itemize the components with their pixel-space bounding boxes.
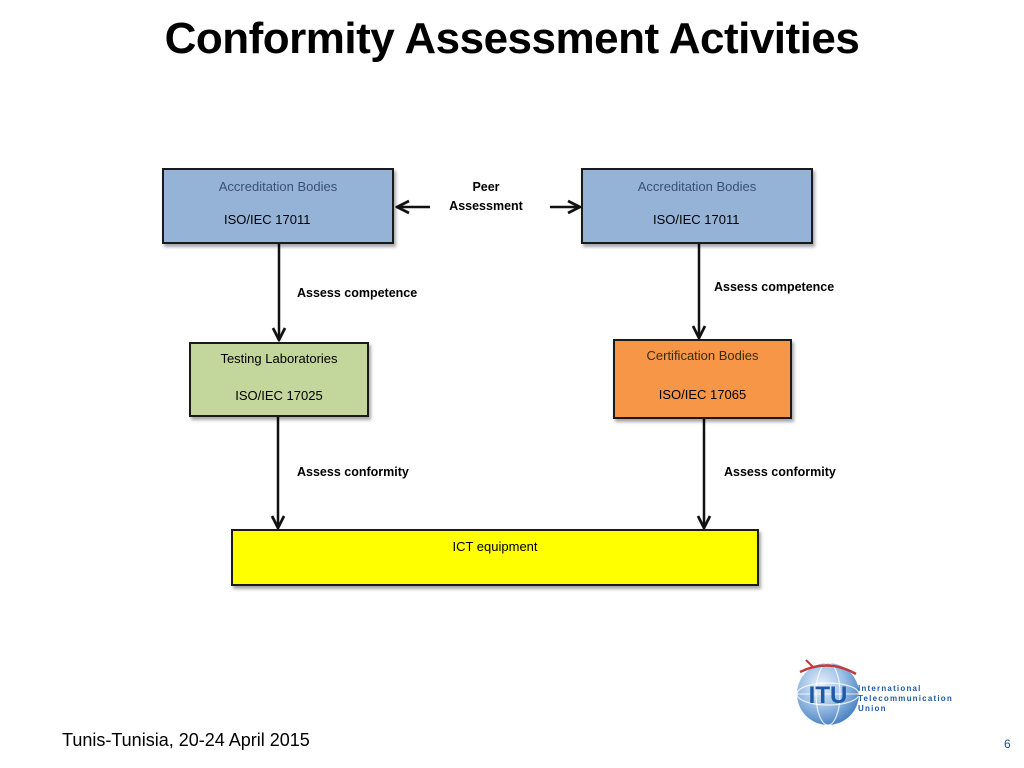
itu-logo-mark: ITU (808, 682, 848, 709)
accreditation-bodies-left-box (162, 168, 394, 244)
footer-text: Tunis-Tunisia, 20-24 April 2015 (62, 730, 310, 750)
accreditation-bodies-right-box (581, 168, 813, 244)
assess-conformity-left-label: Assess conformity (297, 465, 409, 479)
accreditation-bodies-left-name: Accreditation Bodies (218, 179, 338, 194)
itu-logo-line1: International (858, 684, 922, 693)
itu-logo-text (858, 684, 953, 714)
page-title: Conformity Assessment Activities (164, 14, 860, 63)
itu-logo-line2: Telecommunication (858, 694, 953, 703)
assess-conformity-right-label: Assess conformity (724, 465, 836, 479)
certification-bodies-standard: ISO/IEC 17065 (658, 387, 747, 402)
testing-laboratories-standard: ISO/IEC 17025 (235, 388, 323, 403)
testing-laboratories-box (189, 342, 369, 417)
accreditation-bodies-right-name: Accreditation Bodies (637, 179, 757, 194)
peer-assessment-label (440, 178, 532, 216)
certification-bodies-name: Certification Bodies (646, 348, 759, 363)
accreditation-bodies-right-standard: ISO/IEC 17011 (653, 212, 740, 227)
accreditation-bodies-left-standard: ISO/IEC 17011 (224, 212, 311, 227)
ict-equipment-box (231, 529, 759, 586)
certification-bodies-box (613, 339, 792, 419)
peer-assessment-line1: Peer (472, 180, 500, 194)
assess-competence-left-label: Assess competence (297, 286, 418, 300)
ict-equipment-name: ICT equipment (452, 539, 538, 554)
testing-laboratories-name: Testing Laboratories (220, 351, 338, 366)
itu-logo-line3: Union (858, 704, 887, 713)
peer-assessment-line2: Assessment (449, 199, 523, 213)
assess-competence-right-label: Assess competence (714, 280, 835, 294)
page-number: 6 (1004, 737, 1011, 751)
